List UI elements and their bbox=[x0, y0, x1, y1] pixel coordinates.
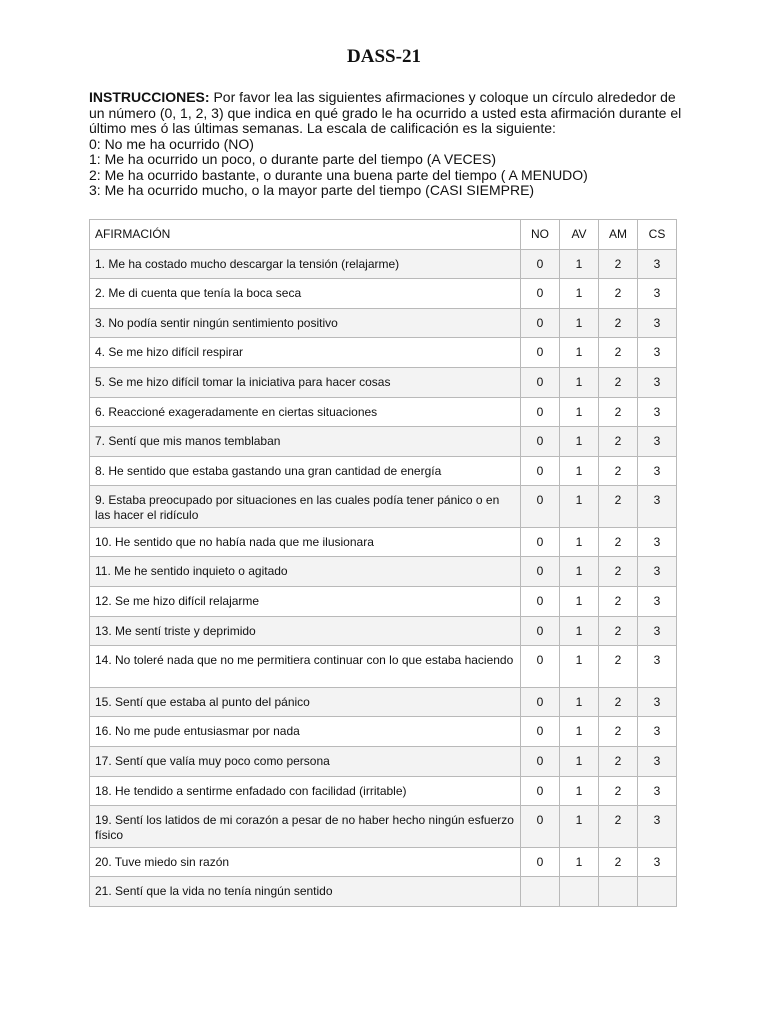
score-cell-cs[interactable]: 3 bbox=[638, 308, 677, 338]
score-cell-no[interactable]: 0 bbox=[521, 397, 560, 427]
score-cell-av[interactable]: 1 bbox=[560, 279, 599, 309]
score-cell-no[interactable]: 0 bbox=[521, 338, 560, 368]
score-cell-no[interactable]: 0 bbox=[521, 279, 560, 309]
statement-cell: 18. He tendido a sentirme enfadado con facilidad (irritable) bbox=[90, 776, 521, 806]
header-am: AM bbox=[599, 220, 638, 250]
score-cell-no[interactable]: 0 bbox=[521, 587, 560, 617]
header-no: NO bbox=[521, 220, 560, 250]
instructions-paragraph bbox=[89, 90, 689, 137]
header-av: AV bbox=[560, 220, 599, 250]
statement-cell: 13. Me sentí triste y deprimido bbox=[90, 616, 521, 646]
statement-cell: 12. Se me hizo difícil relajarme bbox=[90, 587, 521, 617]
scale-line-3: 3: Me ha ocurrido mucho, o la mayor parte del tiempo (CASI SIEMPRE) bbox=[89, 182, 535, 198]
score-cell-am[interactable]: 2 bbox=[599, 397, 638, 427]
score-cell-av[interactable]: 1 bbox=[560, 587, 599, 617]
score-cell-no[interactable]: 0 bbox=[521, 687, 560, 717]
scale-line-1: 1: Me ha ocurrido un poco, o durante parte del tiempo (A VECES) bbox=[89, 151, 497, 167]
score-cell-av[interactable]: 1 bbox=[560, 687, 599, 717]
score-cell-no[interactable]: 0 bbox=[521, 456, 560, 486]
score-cell-av[interactable]: 1 bbox=[560, 847, 599, 877]
score-cell-no[interactable]: 0 bbox=[521, 776, 560, 806]
score-cell-av[interactable]: 1 bbox=[560, 746, 599, 776]
scale-line-0: 0: No me ha ocurrido (NO) bbox=[89, 135, 254, 152]
score-cell-cs[interactable]: 3 bbox=[638, 616, 677, 646]
statement-cell: 11. Me he sentido inquieto o agitado bbox=[90, 557, 521, 587]
score-cell-no[interactable]: 0 bbox=[521, 486, 560, 528]
score-cell-cs[interactable]: 3 bbox=[638, 746, 677, 776]
table-row bbox=[90, 587, 677, 617]
score-cell-av[interactable]: 1 bbox=[560, 427, 599, 457]
score-cell-no[interactable] bbox=[521, 877, 560, 907]
statement-cell: 15. Sentí que estaba al punto del pánico bbox=[90, 687, 521, 717]
score-cell-av[interactable]: 1 bbox=[560, 776, 599, 806]
score-cell-cs[interactable]: 3 bbox=[638, 367, 677, 397]
instructions-text: Por favor lea las siguientes afirmaciones y coloque un círculo alrededor de un número (0, 1, 2, 3) que indica en qué grado le ha ocurrido a usted esta afirmación durante el último mes ó las últimas semanas. La escala de calificación es la siguiente: bbox=[89, 89, 682, 136]
statement-cell: 16. No me pude entusiasmar por nada bbox=[90, 717, 521, 747]
score-cell-cs[interactable]: 3 bbox=[638, 427, 677, 457]
table-row bbox=[90, 616, 677, 646]
statement-cell: 9. Estaba preocupado por situaciones en las cuales podía tener pánico o en las hacer el ridículo bbox=[90, 486, 521, 528]
statement-cell: 20. Tuve miedo sin razón bbox=[90, 847, 521, 877]
score-cell-am[interactable]: 2 bbox=[599, 776, 638, 806]
score-cell-cs[interactable]: 3 bbox=[638, 456, 677, 486]
table-row bbox=[90, 367, 677, 397]
table-row bbox=[90, 308, 677, 338]
score-cell-av[interactable]: 1 bbox=[560, 486, 599, 528]
score-cell-am[interactable]: 2 bbox=[599, 587, 638, 617]
statement-cell: 2. Me di cuenta que tenía la boca seca bbox=[90, 279, 521, 309]
table-row bbox=[90, 806, 677, 848]
score-cell-no[interactable]: 0 bbox=[521, 847, 560, 877]
statement-cell: 1. Me ha costado mucho descargar la tensión (relajarme) bbox=[90, 249, 521, 279]
score-cell-cs[interactable]: 3 bbox=[638, 717, 677, 747]
score-cell-am[interactable]: 2 bbox=[599, 338, 638, 368]
score-cell-am[interactable]: 2 bbox=[599, 616, 638, 646]
table-row bbox=[90, 249, 677, 279]
page-title: DASS-21 bbox=[347, 46, 421, 67]
score-cell-am[interactable]: 2 bbox=[599, 806, 638, 848]
score-cell-am[interactable]: 2 bbox=[599, 308, 638, 338]
statement-cell: 4. Se me hizo difícil respirar bbox=[90, 338, 521, 368]
score-cell-am[interactable]: 2 bbox=[599, 527, 638, 557]
table-row bbox=[90, 877, 677, 907]
score-cell-no[interactable]: 0 bbox=[521, 427, 560, 457]
table-body bbox=[90, 249, 677, 906]
statement-cell: 3. No podía sentir ningún sentimiento positivo bbox=[90, 308, 521, 338]
score-cell-cs[interactable]: 3 bbox=[638, 486, 677, 528]
header-cs: CS bbox=[638, 220, 677, 250]
score-cell-av[interactable]: 1 bbox=[560, 338, 599, 368]
score-cell-am[interactable]: 2 bbox=[599, 557, 638, 587]
score-cell-no[interactable]: 0 bbox=[521, 717, 560, 747]
score-cell-am[interactable]: 2 bbox=[599, 746, 638, 776]
score-cell-av[interactable]: 1 bbox=[560, 367, 599, 397]
score-cell-no[interactable]: 0 bbox=[521, 527, 560, 557]
statement-cell: 19. Sentí los latidos de mi corazón a pesar de no haber hecho ningún esfuerzo físico bbox=[90, 806, 521, 848]
score-cell-cs[interactable]: 3 bbox=[638, 687, 677, 717]
table-row bbox=[90, 646, 677, 688]
table-row bbox=[90, 427, 677, 457]
dass-table bbox=[89, 219, 677, 907]
statement-cell: 8. He sentido que estaba gastando una gran cantidad de energía bbox=[90, 456, 521, 486]
score-cell-am[interactable]: 2 bbox=[599, 249, 638, 279]
table-row bbox=[90, 717, 677, 747]
score-cell-av[interactable]: 1 bbox=[560, 249, 599, 279]
score-cell-am[interactable]: 2 bbox=[599, 367, 638, 397]
score-cell-no[interactable]: 0 bbox=[521, 557, 560, 587]
table-row bbox=[90, 456, 677, 486]
score-cell-cs[interactable] bbox=[638, 877, 677, 907]
score-cell-am[interactable]: 2 bbox=[599, 279, 638, 309]
statement-cell: 6. Reaccioné exageradamente en ciertas situaciones bbox=[90, 397, 521, 427]
score-cell-av[interactable] bbox=[560, 877, 599, 907]
header-statement: AFIRMACIÓN bbox=[90, 220, 521, 250]
table-row bbox=[90, 486, 677, 528]
table-row bbox=[90, 776, 677, 806]
statement-cell: 10. He sentido que no había nada que me ilusionara bbox=[90, 527, 521, 557]
score-cell-av[interactable]: 1 bbox=[560, 806, 599, 848]
score-cell-cs[interactable]: 3 bbox=[638, 646, 677, 688]
score-cell-no[interactable]: 0 bbox=[521, 646, 560, 688]
score-cell-no[interactable]: 0 bbox=[521, 249, 560, 279]
score-cell-av[interactable]: 1 bbox=[560, 616, 599, 646]
score-cell-cs[interactable]: 3 bbox=[638, 338, 677, 368]
score-cell-no[interactable]: 0 bbox=[521, 806, 560, 848]
score-cell-cs[interactable]: 3 bbox=[638, 279, 677, 309]
score-cell-am[interactable]: 2 bbox=[599, 427, 638, 457]
table-row bbox=[90, 397, 677, 427]
score-cell-no[interactable]: 0 bbox=[521, 616, 560, 646]
instructions-label: INSTRUCCIONES: bbox=[89, 89, 210, 105]
statement-cell: 14. No toleré nada que no me permitiera continuar con lo que estaba haciendo bbox=[90, 646, 521, 688]
score-cell-cs[interactable]: 3 bbox=[638, 587, 677, 617]
score-cell-am[interactable]: 2 bbox=[599, 687, 638, 717]
score-cell-av[interactable]: 1 bbox=[560, 397, 599, 427]
score-cell-no[interactable]: 0 bbox=[521, 308, 560, 338]
table-row bbox=[90, 279, 677, 309]
score-cell-av[interactable]: 1 bbox=[560, 557, 599, 587]
score-cell-cs[interactable]: 3 bbox=[638, 397, 677, 427]
table-row bbox=[90, 687, 677, 717]
score-cell-am[interactable]: 2 bbox=[599, 486, 638, 528]
statement-cell: 7. Sentí que mis manos temblaban bbox=[90, 427, 521, 457]
table-row bbox=[90, 746, 677, 776]
score-cell-cs[interactable]: 3 bbox=[638, 557, 677, 587]
score-cell-am[interactable]: 2 bbox=[599, 717, 638, 747]
instructions-block bbox=[89, 90, 689, 199]
score-cell-am[interactable]: 2 bbox=[599, 646, 638, 688]
score-cell-am[interactable]: 2 bbox=[599, 456, 638, 486]
score-cell-cs[interactable]: 3 bbox=[638, 527, 677, 557]
score-cell-cs[interactable]: 3 bbox=[638, 806, 677, 848]
score-cell-av[interactable]: 1 bbox=[560, 527, 599, 557]
score-cell-am[interactable] bbox=[599, 877, 638, 907]
score-cell-cs[interactable]: 3 bbox=[638, 249, 677, 279]
score-cell-av[interactable]: 1 bbox=[560, 456, 599, 486]
score-cell-cs[interactable]: 3 bbox=[638, 776, 677, 806]
score-cell-av[interactable]: 1 bbox=[560, 308, 599, 338]
table-row bbox=[90, 338, 677, 368]
score-cell-am[interactable]: 2 bbox=[599, 847, 638, 877]
score-cell-no[interactable]: 0 bbox=[521, 746, 560, 776]
statement-cell: 21. Sentí que la vida no tenía ningún sentido bbox=[90, 877, 521, 907]
score-cell-av[interactable]: 1 bbox=[560, 646, 599, 688]
score-cell-av[interactable]: 1 bbox=[560, 717, 599, 747]
statement-cell: 17. Sentí que valía muy poco como persona bbox=[90, 746, 521, 776]
score-cell-no[interactable]: 0 bbox=[521, 367, 560, 397]
scale-line-2: 2: Me ha ocurrido bastante, o durante una buena parte del tiempo ( A MENUDO) bbox=[89, 166, 588, 183]
table-row bbox=[90, 527, 677, 557]
table-row bbox=[90, 557, 677, 587]
table-row bbox=[90, 847, 677, 877]
score-cell-cs[interactable]: 3 bbox=[638, 847, 677, 877]
table-header-row bbox=[90, 220, 677, 250]
statement-cell: 5. Se me hizo difícil tomar la iniciativa para hacer cosas bbox=[90, 367, 521, 397]
